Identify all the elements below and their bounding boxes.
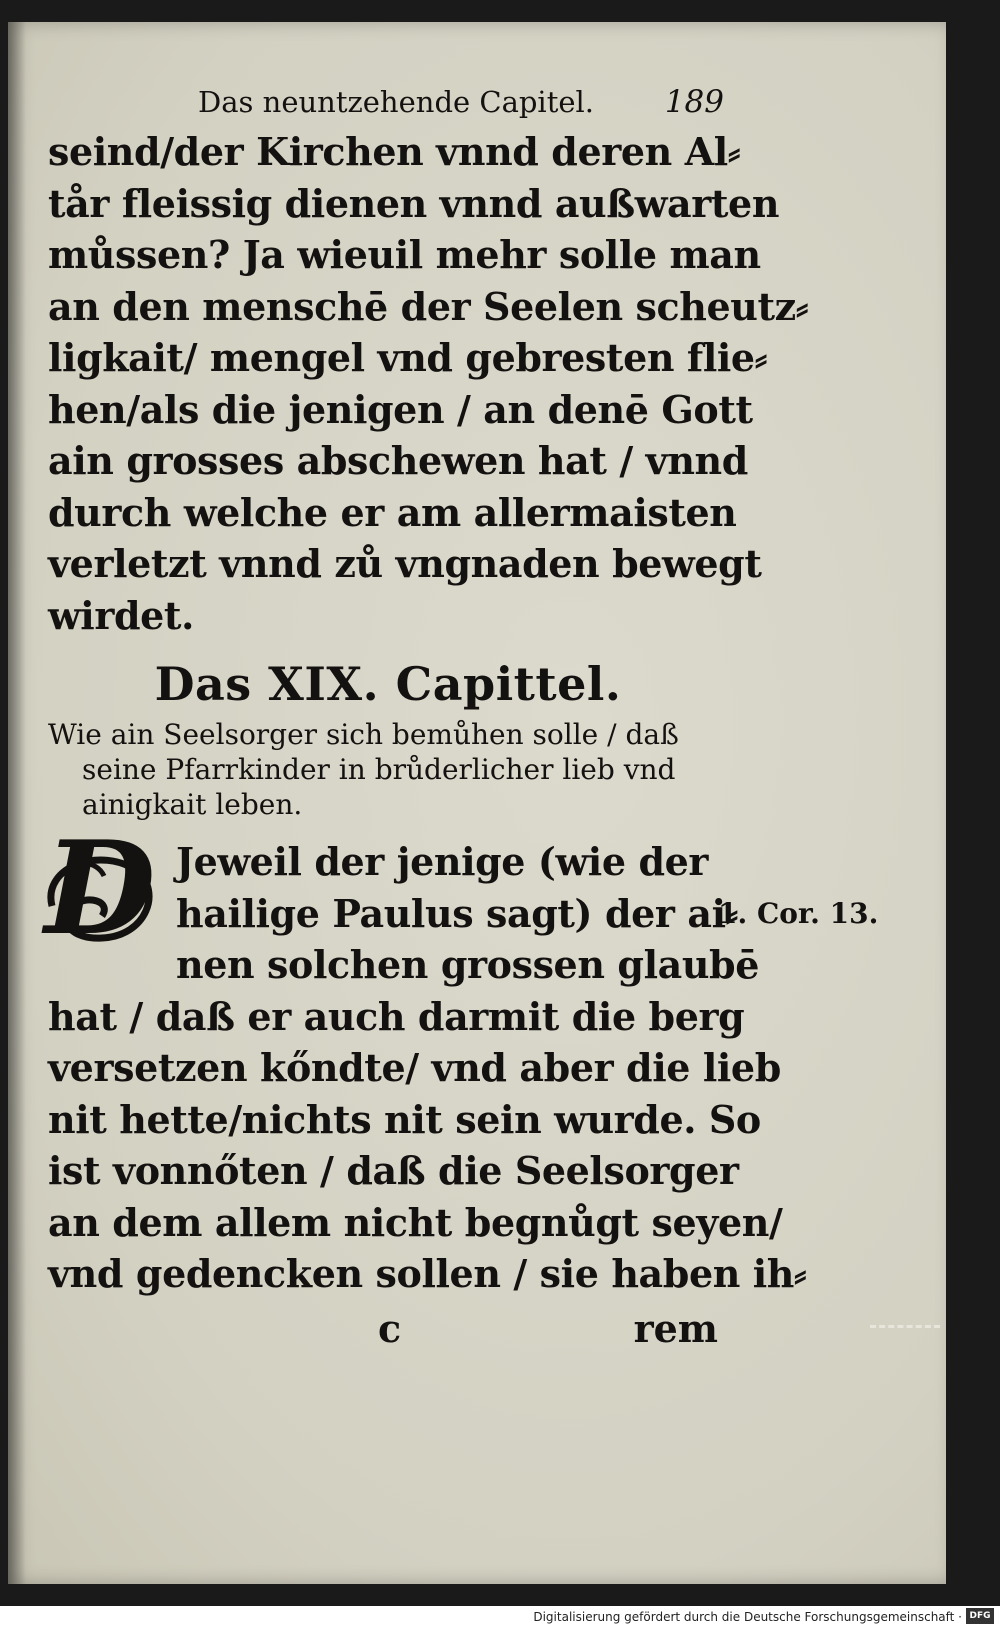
text-line: tår fleissig dienen vnnd außwarten: [48, 180, 780, 226]
text-line: vnd gedencken sollen / sie haben ih⸗: [48, 1251, 807, 1296]
top-paragraph: [48, 126, 809, 641]
subtitle-line: ainigkait leben.: [82, 788, 303, 821]
text-line: ain grosses abschewen hat / vnnd: [48, 438, 748, 483]
catch-row: [48, 1300, 728, 1354]
text-line: durch welche er am allermaisten: [48, 489, 737, 535]
running-head-title: Das neuntzehende Capitel.: [198, 85, 595, 119]
text-line: an dem allem nicht begnůgt seyen/: [48, 1199, 783, 1245]
chapter-subtitle: [48, 717, 728, 822]
text-line: nit hette/nichts nit sein wurde. So: [48, 1096, 761, 1142]
text-line: hailige Paulus sagt) der ai⸗: [176, 890, 738, 936]
text-line: an den menschē der Seelen scheutz⸗: [48, 283, 809, 329]
chapter-heading: Das XIX. Capittel.: [154, 657, 622, 711]
text-line: hat / daß er auch darmit die berg: [48, 993, 745, 1039]
running-head: [48, 84, 728, 120]
text-line: verletzt vnnd zů vngnaden bewegt: [48, 541, 762, 586]
page-number: 189: [664, 84, 724, 120]
decorated-initial: D: [44, 814, 156, 964]
edge-marks: [870, 1325, 940, 1336]
text-line: hen/als die jenigen / an denē Gott: [48, 386, 753, 432]
text-line: můssen? Ja wieuil mehr solle man: [48, 232, 761, 277]
text-line: ist vonnőten / daß die Seelsorger: [48, 1148, 739, 1193]
text-line: seind/der Kirchen vnnd deren Al⸗: [48, 129, 741, 174]
text-line: versetzen kőndte/ vnd aber die lieb: [48, 1045, 781, 1090]
text-line: wirdet.: [48, 592, 194, 638]
spine-shadow: [8, 22, 26, 1584]
catchword: rem: [633, 1305, 718, 1351]
dfg-logo: DFG: [966, 1608, 994, 1624]
text-line: Jeweil der jenige (wie der: [176, 839, 709, 884]
margin-note: 1. Cor. 13.: [718, 897, 879, 930]
subtitle-line: Wie ain Seelsorger sich bemůhen solle / daß: [48, 718, 679, 751]
text-line: nen solchen grossen glaubē: [176, 942, 759, 987]
text-line: ligkait/ mengel vnd gebresten flie⸗: [48, 335, 767, 380]
signature-mark: c: [378, 1305, 402, 1351]
footer-credit: Digitalisierung gefördert durch die Deutsche Forschungsgemeinschaft ·: [533, 1610, 962, 1624]
subtitle-line: seine Pfarrkinder in brůderlicher lieb vnd: [82, 753, 676, 786]
